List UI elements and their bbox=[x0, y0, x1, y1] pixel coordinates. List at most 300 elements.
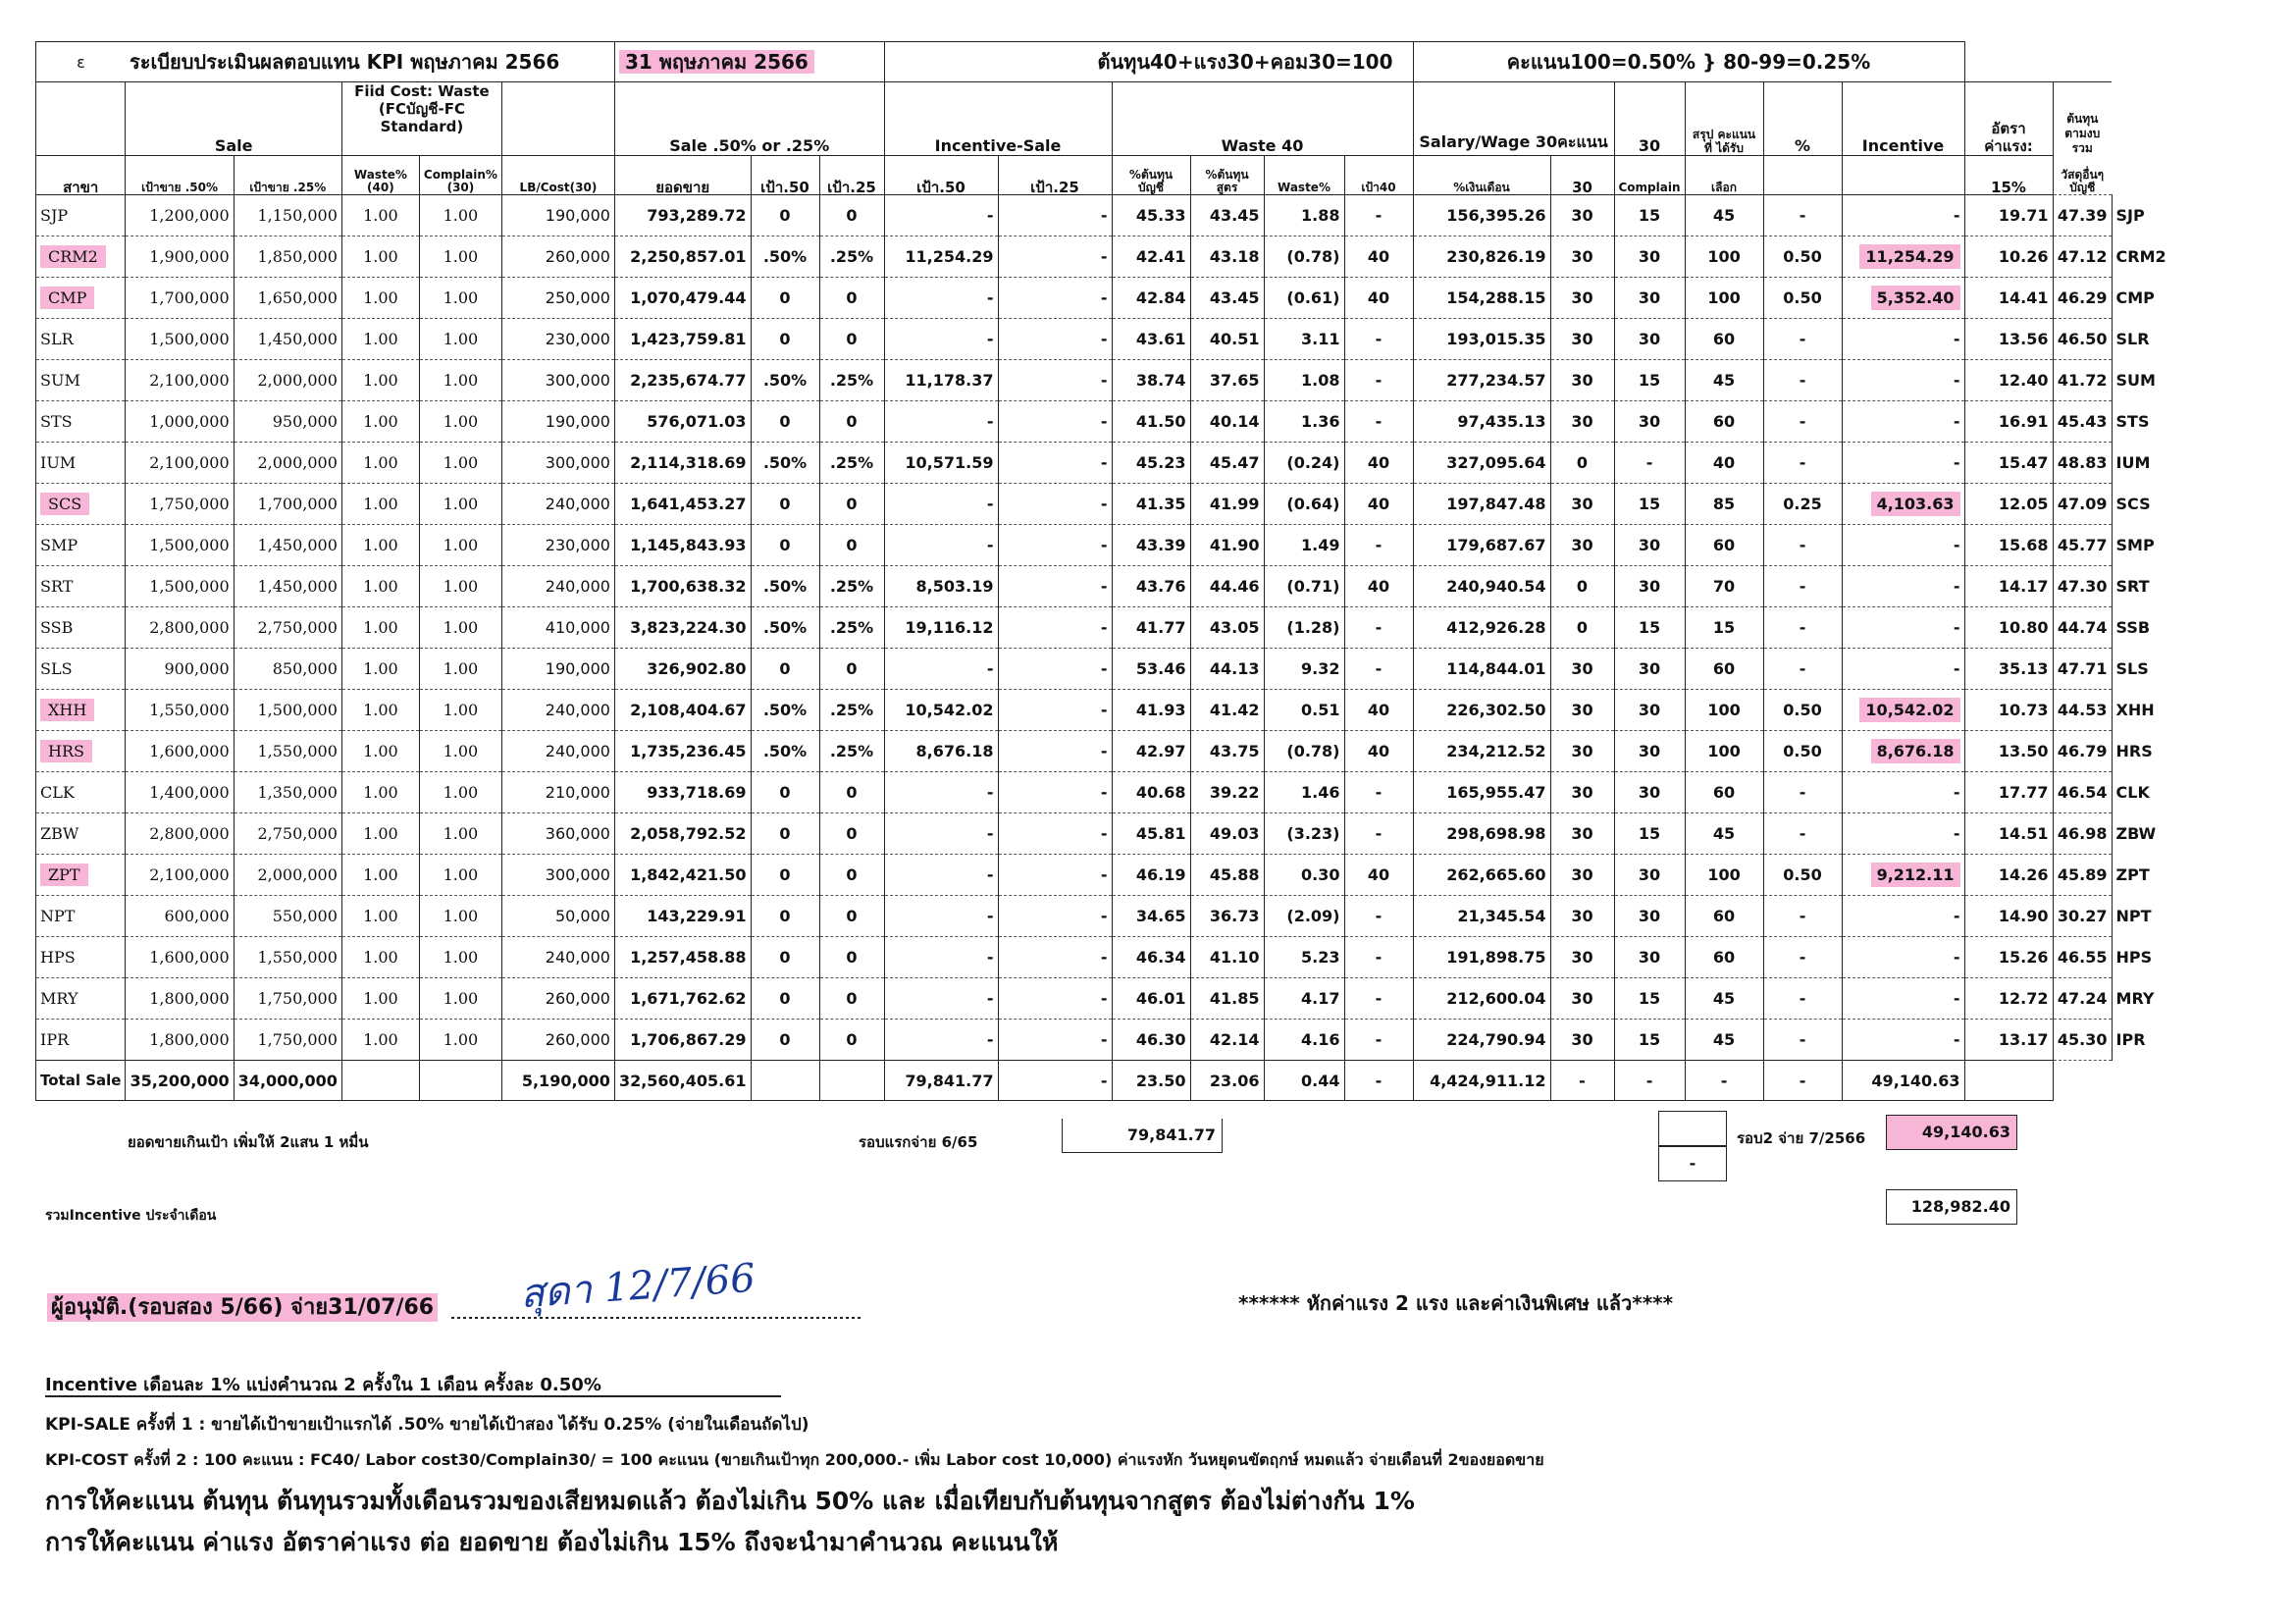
sheet-date: 31 พฤษภาคม 2566 bbox=[619, 50, 814, 74]
budget-cost: 46.55 bbox=[2053, 937, 2112, 978]
blank-header bbox=[36, 82, 126, 156]
waste-pct: (0.24) bbox=[1264, 443, 1344, 484]
incentive-rule-underline bbox=[45, 1395, 781, 1397]
total-waste-pct: 0.44 bbox=[1264, 1061, 1344, 1101]
salary: 298,698.98 bbox=[1413, 813, 1550, 855]
row-code: CRM2 bbox=[2115, 247, 2166, 266]
target-40: 40 bbox=[1344, 566, 1413, 607]
percent: 0.50 bbox=[1763, 690, 1842, 731]
waste-target: 1.00 bbox=[341, 896, 419, 937]
target-25: 2,000,000 bbox=[234, 855, 341, 896]
sales-amount: 2,235,674.77 bbox=[614, 360, 751, 401]
branch-code: HRS bbox=[40, 740, 92, 762]
target-50-hit: .50% bbox=[751, 360, 819, 401]
score-30: 30 bbox=[1550, 690, 1614, 731]
sales-amount: 1,842,421.50 bbox=[614, 855, 751, 896]
table-row bbox=[36, 607, 2171, 649]
signature: สุดา 12/7/66 bbox=[518, 1255, 757, 1318]
complain-score: 30 bbox=[1614, 401, 1685, 443]
labor-rate: 14.51 bbox=[1964, 813, 2053, 855]
incentive: - bbox=[1842, 566, 1964, 607]
lb-cost: 230,000 bbox=[501, 319, 614, 360]
sales-amount: 326,902.80 bbox=[614, 649, 751, 690]
score-30: 30 bbox=[1550, 896, 1614, 937]
column-header-20 bbox=[1842, 156, 1964, 195]
complain-score: 15 bbox=[1614, 484, 1685, 525]
labor-rate: 14.90 bbox=[1964, 896, 2053, 937]
labor-rate: 12.40 bbox=[1964, 360, 2053, 401]
branch-cell bbox=[36, 1020, 126, 1061]
sales-amount: 2,250,857.01 bbox=[614, 236, 751, 278]
complain-score: 30 bbox=[1614, 937, 1685, 978]
target-50: 1,400,000 bbox=[126, 772, 234, 813]
incentive-highlight: 11,254.29 bbox=[1859, 244, 1959, 269]
lb-cost: 190,000 bbox=[501, 649, 614, 690]
title-row bbox=[36, 42, 2171, 82]
waste-pct: 4.17 bbox=[1264, 978, 1344, 1020]
target-25-hit: .25% bbox=[819, 236, 884, 278]
incentive-50: 19,116.12 bbox=[884, 607, 998, 649]
branch-cell bbox=[36, 690, 126, 731]
incentive bbox=[1842, 731, 1964, 772]
branch-cell bbox=[36, 443, 126, 484]
total-score: 60 bbox=[1685, 401, 1763, 443]
cost-acc: 45.81 bbox=[1112, 813, 1190, 855]
total-lb-cost: 5,190,000 bbox=[501, 1061, 614, 1101]
salary: 327,095.64 bbox=[1413, 443, 1550, 484]
salary: 21,345.54 bbox=[1413, 896, 1550, 937]
sales-amount: 2,108,404.67 bbox=[614, 690, 751, 731]
waste-pct: 1.46 bbox=[1264, 772, 1344, 813]
budget-cost: 48.83 bbox=[2053, 443, 2112, 484]
incentive-50: 8,676.18 bbox=[884, 731, 998, 772]
total-cost-acc: 23.50 bbox=[1112, 1061, 1190, 1101]
salary: 412,926.28 bbox=[1413, 607, 1550, 649]
complain-target: 1.00 bbox=[419, 978, 501, 1020]
target-40: - bbox=[1344, 937, 1413, 978]
complain-target: 1.00 bbox=[419, 607, 501, 649]
target-50: 600,000 bbox=[126, 896, 234, 937]
cost-formula: 41.90 bbox=[1190, 525, 1264, 566]
total-blank-3 bbox=[751, 1061, 819, 1101]
waste-target: 1.00 bbox=[341, 607, 419, 649]
labor-rate: 10.80 bbox=[1964, 607, 2053, 649]
incentive-25: - bbox=[998, 195, 1112, 236]
incentive bbox=[1842, 236, 1964, 278]
branch-cell bbox=[36, 731, 126, 772]
total-incentive-50: 79,841.77 bbox=[884, 1061, 998, 1101]
incentive: - bbox=[1842, 443, 1964, 484]
complain-score: 30 bbox=[1614, 855, 1685, 896]
cost-formula: 49.03 bbox=[1190, 813, 1264, 855]
column-header-16: 30 bbox=[1550, 156, 1614, 195]
budget-cost: 45.89 bbox=[2053, 855, 2112, 896]
target-50-hit: 0 bbox=[751, 978, 819, 1020]
waste-target: 1.00 bbox=[341, 484, 419, 525]
branch-code: CMP bbox=[40, 287, 94, 309]
lb-cost: 360,000 bbox=[501, 813, 614, 855]
target-25: 1,500,000 bbox=[234, 690, 341, 731]
budget-cost: 47.30 bbox=[2053, 566, 2112, 607]
salary: 114,844.01 bbox=[1413, 649, 1550, 690]
cost-formula: 40.14 bbox=[1190, 401, 1264, 443]
sales-amount: 933,718.69 bbox=[614, 772, 751, 813]
complain-target: 1.00 bbox=[419, 566, 501, 607]
group-summary-score: สรุป คะแนนที่ ได้รับ bbox=[1685, 82, 1763, 156]
incentive-25: - bbox=[998, 484, 1112, 525]
total-salary: 4,424,911.12 bbox=[1413, 1061, 1550, 1101]
lb-cost: 50,000 bbox=[501, 896, 614, 937]
cost-acc: 46.01 bbox=[1112, 978, 1190, 1020]
complain-score: 15 bbox=[1614, 195, 1685, 236]
cost-acc: 41.93 bbox=[1112, 690, 1190, 731]
branch-cell bbox=[36, 278, 126, 319]
waste-pct: (0.78) bbox=[1264, 236, 1344, 278]
target-50-hit: 0 bbox=[751, 855, 819, 896]
column-header-5: LB/Cost(30) bbox=[501, 156, 614, 195]
total-score-30: - bbox=[1550, 1061, 1614, 1101]
target-50-hit: 0 bbox=[751, 1020, 819, 1061]
lb-cost: 240,000 bbox=[501, 690, 614, 731]
total-complain: - bbox=[1614, 1061, 1685, 1101]
waste-target: 1.00 bbox=[341, 360, 419, 401]
table-row bbox=[36, 360, 2171, 401]
salary: 212,600.04 bbox=[1413, 978, 1550, 1020]
target-25-hit: 0 bbox=[819, 772, 884, 813]
lb-cost: 240,000 bbox=[501, 566, 614, 607]
row-code: HPS bbox=[2115, 948, 2153, 967]
target-25-hit: 0 bbox=[819, 525, 884, 566]
sales-amount: 1,671,762.62 bbox=[614, 978, 751, 1020]
incentive-25: - bbox=[998, 813, 1112, 855]
branch-cell bbox=[36, 484, 126, 525]
score-30: 30 bbox=[1550, 236, 1614, 278]
group-header-row bbox=[36, 82, 2171, 156]
kpi-sale-rule: KPI-SALE ครั้งที่ 1 : ขายได้เป้าขายเป้าแรกได้ .50% ขายได้เป้าสอง ได้รับ 0.25% (จ่ายในเดือนถัดไป) bbox=[45, 1415, 809, 1435]
percent: - bbox=[1763, 566, 1842, 607]
budget-cost: 46.98 bbox=[2053, 813, 2112, 855]
cost-formula: 43.45 bbox=[1190, 195, 1264, 236]
target-25-hit: .25% bbox=[819, 731, 884, 772]
complain-score: 30 bbox=[1614, 566, 1685, 607]
branch-cell bbox=[36, 978, 126, 1020]
branch-code: SUM bbox=[40, 371, 80, 390]
percent: 0.25 bbox=[1763, 484, 1842, 525]
score-30: 30 bbox=[1550, 813, 1614, 855]
target-25-hit: 0 bbox=[819, 278, 884, 319]
title-blank bbox=[1964, 42, 2112, 82]
column-header-0: สาขา bbox=[36, 156, 126, 195]
branch-cell bbox=[36, 195, 126, 236]
incentive-25: - bbox=[998, 855, 1112, 896]
branch-cell bbox=[36, 607, 126, 649]
target-40: - bbox=[1344, 360, 1413, 401]
cost-formula: 39.22 bbox=[1190, 772, 1264, 813]
sales-amount: 1,735,236.45 bbox=[614, 731, 751, 772]
target-25: 950,000 bbox=[234, 401, 341, 443]
incentive-25: - bbox=[998, 443, 1112, 484]
target-25-hit: 0 bbox=[819, 855, 884, 896]
labor-rate: 12.05 bbox=[1964, 484, 2053, 525]
budget-cost: 30.27 bbox=[2053, 896, 2112, 937]
target-50-hit: 0 bbox=[751, 525, 819, 566]
total-score: 15 bbox=[1685, 607, 1763, 649]
branch-code: MRY bbox=[40, 989, 78, 1008]
total-score: 85 bbox=[1685, 484, 1763, 525]
incentive bbox=[1842, 690, 1964, 731]
complain-target: 1.00 bbox=[419, 772, 501, 813]
percent: - bbox=[1763, 195, 1842, 236]
incentive-50: - bbox=[884, 525, 998, 566]
row-code: IUM bbox=[2115, 453, 2151, 472]
branch-cell bbox=[36, 319, 126, 360]
salary: 262,665.60 bbox=[1413, 855, 1550, 896]
budget-cost: 44.74 bbox=[2053, 607, 2112, 649]
branch-cell bbox=[36, 772, 126, 813]
percent: - bbox=[1763, 360, 1842, 401]
cost-formula: 43.75 bbox=[1190, 731, 1264, 772]
target-25-hit: 0 bbox=[819, 195, 884, 236]
target-25: 2,000,000 bbox=[234, 360, 341, 401]
complain-target: 1.00 bbox=[419, 937, 501, 978]
cost-formula: 41.85 bbox=[1190, 978, 1264, 1020]
deduction-note: ****** หักค่าแรง 2 แรง และค่าเงินพิเศษ แล้ว**** bbox=[1238, 1291, 1674, 1315]
total-row bbox=[36, 1061, 2171, 1101]
cost-scoring-rule: การให้คะแนน ต้นทุน ต้นทุนรวมทั้งเดือนรวมของเสียหมดแล้ว ต้องไม่เกิน 50% และ เมื่อเทียบกับต้นทุนจากสูตร ต้องไม่ต่างกัน 1% bbox=[45, 1487, 1415, 1515]
cost-acc: 38.74 bbox=[1112, 360, 1190, 401]
waste-pct: 1.08 bbox=[1264, 360, 1344, 401]
complain-target: 1.00 bbox=[419, 649, 501, 690]
total-blank-4 bbox=[819, 1061, 884, 1101]
branch-cell bbox=[36, 896, 126, 937]
waste-target: 1.00 bbox=[341, 566, 419, 607]
score-30: 30 bbox=[1550, 937, 1614, 978]
cost-acc: 34.65 bbox=[1112, 896, 1190, 937]
target-25: 1,850,000 bbox=[234, 236, 341, 278]
row-code: SLR bbox=[2115, 330, 2150, 348]
complain-target: 1.00 bbox=[419, 484, 501, 525]
target-25-hit: .25% bbox=[819, 443, 884, 484]
waste-pct: (0.64) bbox=[1264, 484, 1344, 525]
target-25: 2,750,000 bbox=[234, 813, 341, 855]
waste-target: 1.00 bbox=[341, 690, 419, 731]
column-header-2: เป้าขาย .25% bbox=[234, 156, 341, 195]
budget-cost: 45.77 bbox=[2053, 525, 2112, 566]
cost-acc: 42.84 bbox=[1112, 278, 1190, 319]
cost-acc: 42.41 bbox=[1112, 236, 1190, 278]
target-50: 2,100,000 bbox=[126, 360, 234, 401]
target-50: 1,500,000 bbox=[126, 319, 234, 360]
sheet-date-cell bbox=[614, 42, 884, 82]
total-score: 60 bbox=[1685, 525, 1763, 566]
incentive-50: - bbox=[884, 978, 998, 1020]
lb-cost: 230,000 bbox=[501, 525, 614, 566]
column-header-15: %เงินเดือน bbox=[1413, 156, 1550, 195]
target-25: 1,550,000 bbox=[234, 731, 341, 772]
target-40: 40 bbox=[1344, 855, 1413, 896]
row-code: CLK bbox=[2115, 783, 2150, 802]
score-30: 30 bbox=[1550, 360, 1614, 401]
complain-score: 15 bbox=[1614, 1020, 1685, 1061]
incentive: - bbox=[1842, 525, 1964, 566]
cost-acc: 41.77 bbox=[1112, 607, 1190, 649]
table-row bbox=[36, 566, 2171, 607]
cost-acc: 40.68 bbox=[1112, 772, 1190, 813]
complain-score: 30 bbox=[1614, 525, 1685, 566]
row-code: HRS bbox=[2115, 742, 2153, 760]
target-50: 1,000,000 bbox=[126, 401, 234, 443]
complain-score: 30 bbox=[1614, 896, 1685, 937]
budget-cost: 45.30 bbox=[2053, 1020, 2112, 1061]
complain-score: 30 bbox=[1614, 236, 1685, 278]
salary: 193,015.35 bbox=[1413, 319, 1550, 360]
cost-formula: 43.45 bbox=[1190, 278, 1264, 319]
waste-target: 1.00 bbox=[341, 731, 419, 772]
incentive: - bbox=[1842, 401, 1964, 443]
incentive-25: - bbox=[998, 690, 1112, 731]
score-30: 30 bbox=[1550, 649, 1614, 690]
incentive: - bbox=[1842, 772, 1964, 813]
score-30: 30 bbox=[1550, 484, 1614, 525]
labor-rate: 19.71 bbox=[1964, 195, 2053, 236]
percent: - bbox=[1763, 813, 1842, 855]
total-target-50: 35,200,000 bbox=[126, 1061, 234, 1101]
total-score: 45 bbox=[1685, 978, 1763, 1020]
incentive bbox=[1842, 855, 1964, 896]
target-50: 1,600,000 bbox=[126, 731, 234, 772]
percent: - bbox=[1763, 772, 1842, 813]
branch-cell bbox=[36, 937, 126, 978]
sales-amount: 1,700,638.32 bbox=[614, 566, 751, 607]
incentive-25: - bbox=[998, 319, 1112, 360]
lb-cost: 190,000 bbox=[501, 195, 614, 236]
budget-cost: 47.71 bbox=[2053, 649, 2112, 690]
round1-value: 79,841.77 bbox=[1062, 1119, 1223, 1153]
waste-target: 1.00 bbox=[341, 937, 419, 978]
incentive-50: - bbox=[884, 813, 998, 855]
incentive-25: - bbox=[998, 360, 1112, 401]
target-50-hit: 0 bbox=[751, 401, 819, 443]
target-50-hit: .50% bbox=[751, 566, 819, 607]
table-row bbox=[36, 649, 2171, 690]
score-30: 30 bbox=[1550, 855, 1614, 896]
target-50-hit: 0 bbox=[751, 649, 819, 690]
target-50-hit: 0 bbox=[751, 896, 819, 937]
group-percent: % bbox=[1763, 82, 1842, 156]
incentive-50: - bbox=[884, 855, 998, 896]
kpi-sheet bbox=[35, 41, 2171, 1101]
group-sale-pct: Sale .50% or .25% bbox=[614, 82, 884, 156]
incentive-25: - bbox=[998, 236, 1112, 278]
kpi-table bbox=[35, 41, 2171, 1101]
score-30: 30 bbox=[1550, 731, 1614, 772]
row-code: SRT bbox=[2115, 577, 2150, 596]
row-code: NPT bbox=[2115, 907, 2152, 925]
waste-pct: 0.30 bbox=[1264, 855, 1344, 896]
table-row bbox=[36, 731, 2171, 772]
total-incentive-25: - bbox=[998, 1061, 1112, 1101]
waste-pct: (1.28) bbox=[1264, 607, 1344, 649]
total-sales: 32,560,405.61 bbox=[614, 1061, 751, 1101]
target-50-hit: .50% bbox=[751, 607, 819, 649]
total-score: 45 bbox=[1685, 195, 1763, 236]
labor-rate: 15.26 bbox=[1964, 937, 2053, 978]
labor-rate: 13.56 bbox=[1964, 319, 2053, 360]
budget-cost: 44.53 bbox=[2053, 690, 2112, 731]
target-50: 1,750,000 bbox=[126, 484, 234, 525]
total-score: 100 bbox=[1685, 236, 1763, 278]
target-40: 40 bbox=[1344, 236, 1413, 278]
complain-score: 30 bbox=[1614, 319, 1685, 360]
cost-acc: 46.30 bbox=[1112, 1020, 1190, 1061]
target-50: 1,900,000 bbox=[126, 236, 234, 278]
total-score: 100 bbox=[1685, 278, 1763, 319]
lb-cost: 260,000 bbox=[501, 978, 614, 1020]
cost-formula: ต้นทุน40+แรง30+คอม30=100 bbox=[884, 42, 1413, 82]
table-row bbox=[36, 525, 2171, 566]
incentive-highlight: 9,212.11 bbox=[1871, 863, 1960, 887]
branch-code: ZBW bbox=[40, 824, 79, 843]
cost-acc: 42.97 bbox=[1112, 731, 1190, 772]
target-25: 2,000,000 bbox=[234, 443, 341, 484]
complain-target: 1.00 bbox=[419, 813, 501, 855]
row-code: STS bbox=[2115, 412, 2150, 431]
table-row bbox=[36, 690, 2171, 731]
total-blank-1 bbox=[341, 1061, 419, 1101]
cost-formula: 43.05 bbox=[1190, 607, 1264, 649]
waste-target: 1.00 bbox=[341, 236, 419, 278]
kpi-cost-rule: KPI-COST ครั้งที่ 2 : 100 คะแนน : FC40/ Labor cost30/Complain30/ = 100 คะแนน (ขายเกินเป้าทุก 200,000.- เพิ่ม Labor cost 10,000) ค่าแรงหัก วันหยุดนขัตฤกษ์ หมดแล้ว จ่ายเดือนที่ 2ของยอดขาย bbox=[45, 1450, 1544, 1469]
complain-score: 30 bbox=[1614, 731, 1685, 772]
salary: 154,288.15 bbox=[1413, 278, 1550, 319]
sheet-title: ระเบียบประเมินผลตอบแทน KPI พฤษภาคม 2566 bbox=[126, 42, 614, 82]
incentive: - bbox=[1842, 896, 1964, 937]
cost-acc: 53.46 bbox=[1112, 649, 1190, 690]
column-header-6: ยอดขาย bbox=[614, 156, 751, 195]
score-30: 30 bbox=[1550, 319, 1614, 360]
incentive-50: 8,503.19 bbox=[884, 566, 998, 607]
cost-acc: 41.35 bbox=[1112, 484, 1190, 525]
total-score: 70 bbox=[1685, 566, 1763, 607]
column-header-10: เป้า.25 bbox=[998, 156, 1112, 195]
incentive-25: - bbox=[998, 401, 1112, 443]
target-25: 2,750,000 bbox=[234, 607, 341, 649]
row-code: SSB bbox=[2115, 618, 2151, 637]
budget-cost: 45.43 bbox=[2053, 401, 2112, 443]
salary: 277,234.57 bbox=[1413, 360, 1550, 401]
incentive: - bbox=[1842, 978, 1964, 1020]
target-25: 1,750,000 bbox=[234, 978, 341, 1020]
lb-cost: 260,000 bbox=[501, 1020, 614, 1061]
incentive: - bbox=[1842, 649, 1964, 690]
column-header-1: เป้าขาย .50% bbox=[126, 156, 234, 195]
table-row bbox=[36, 278, 2171, 319]
labor-rate: 15.68 bbox=[1964, 525, 2053, 566]
round2-value: 49,140.63 bbox=[1886, 1115, 2017, 1150]
incentive-50: - bbox=[884, 772, 998, 813]
approval-label-cell bbox=[47, 1289, 438, 1324]
target-50-hit: .50% bbox=[751, 443, 819, 484]
lb-cost: 260,000 bbox=[501, 236, 614, 278]
complain-target: 1.00 bbox=[419, 195, 501, 236]
salary: 230,826.19 bbox=[1413, 236, 1550, 278]
table-row bbox=[36, 772, 2171, 813]
group-salary: Salary/Wage 30คะแนน bbox=[1413, 82, 1614, 156]
branch-cell bbox=[36, 236, 126, 278]
target-50-hit: .50% bbox=[751, 236, 819, 278]
target-25-hit: .25% bbox=[819, 690, 884, 731]
score-30: 0 bbox=[1550, 566, 1614, 607]
